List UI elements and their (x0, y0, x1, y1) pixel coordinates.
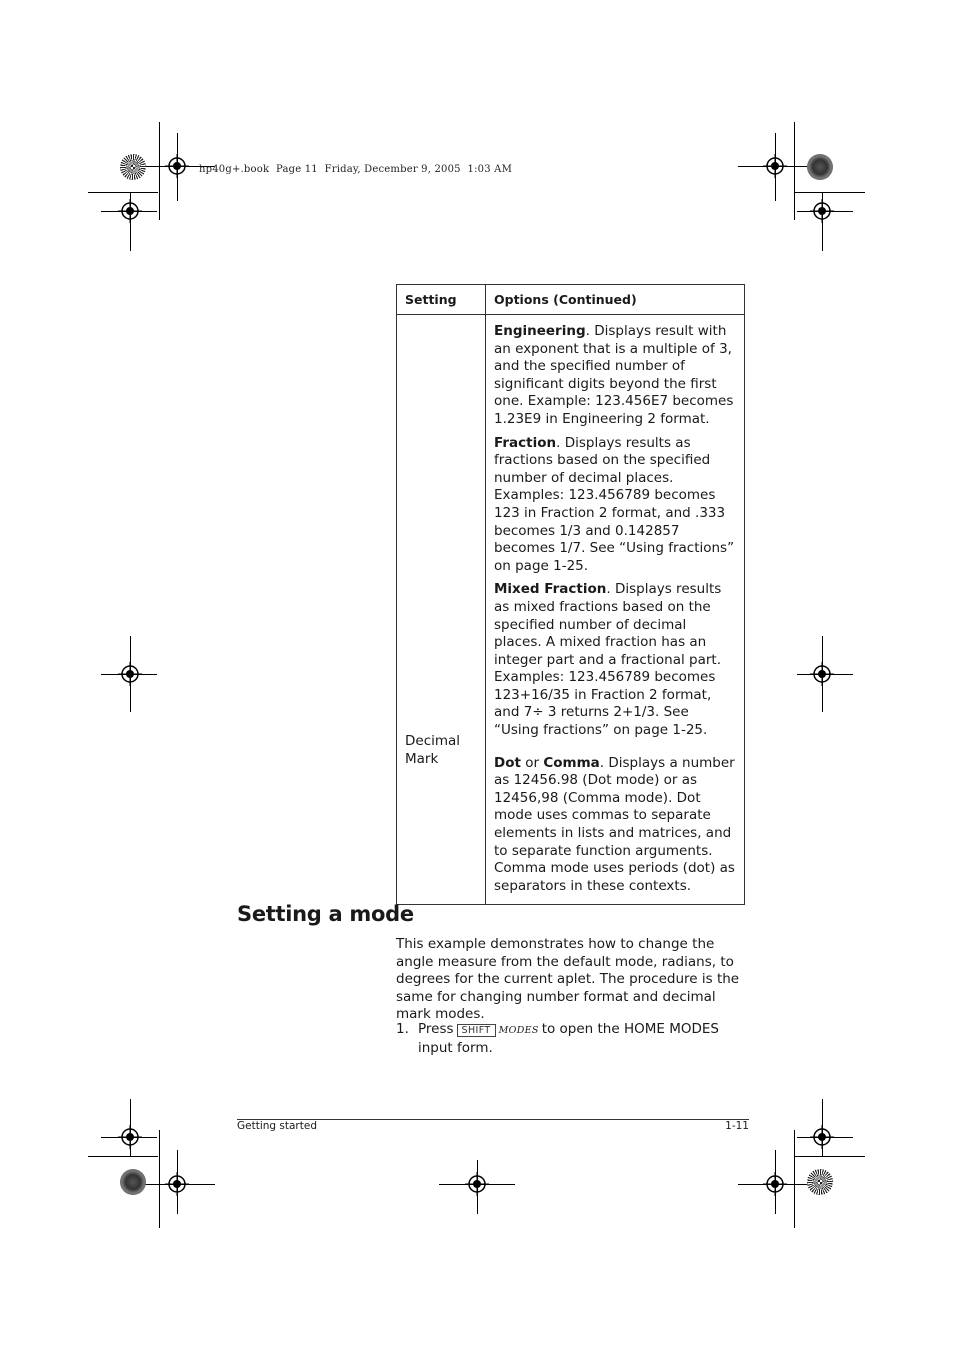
option-description: . Displays results as fractions based on the specified number of decimal places. Examples: 123.456789 becomes 123 in Fraction 2 format, and .333 becomes 1/3 and 0.142857 becomes 1/7. See “Using fractions” on page 1-25. (494, 434, 735, 574)
section-body: This example demonstrates how to change the angle measure from the default mode, radians, to degrees for the current aplet. The procedure is the same for changing number format and decimal mark modes. (396, 936, 740, 1023)
color-swatch-icon (120, 154, 146, 180)
column-header-setting: Setting (397, 285, 486, 315)
color-swatch-icon (807, 154, 833, 180)
shift-key-icon: SHIFT (457, 1024, 496, 1037)
footer-page-number: 1-11 (725, 1120, 749, 1132)
registration-mark-icon (165, 1172, 189, 1196)
modes-key-label: MODES (498, 1025, 539, 1036)
section-title: Setting a mode (237, 902, 414, 926)
option-term-dot: Dot (494, 754, 521, 771)
option-term: Fraction (494, 434, 557, 451)
registration-mark-icon (118, 199, 142, 223)
registration-mark-icon (763, 1172, 787, 1196)
option-term: Mixed Fraction (494, 581, 607, 598)
registration-mark-icon (810, 1125, 834, 1149)
registration-mark-icon (810, 199, 834, 223)
registration-mark-icon (810, 662, 834, 686)
color-swatch-icon (120, 1169, 146, 1195)
color-swatch-icon (807, 1169, 833, 1195)
table-header-row (397, 285, 745, 315)
step-press: Press (418, 1021, 454, 1037)
registration-mark-icon (465, 1172, 489, 1196)
options-table (396, 284, 745, 905)
option-or: or (520, 754, 544, 771)
registration-mark-icon (118, 1125, 142, 1149)
setting-cell (397, 315, 486, 905)
option-mixed-fraction (494, 581, 736, 739)
registration-mark-icon (165, 154, 189, 178)
table-row (397, 315, 745, 905)
registration-mark-icon (763, 154, 787, 178)
step-rest: to open the HOME MODES input form. (418, 1021, 719, 1056)
option-engineering (494, 323, 736, 429)
registration-mark-icon (118, 662, 142, 686)
footer-chapter: Getting started (237, 1120, 317, 1132)
option-fraction (494, 435, 736, 576)
step-number: 1. (396, 1021, 409, 1037)
step-text (418, 1021, 748, 1057)
options-cell (486, 315, 745, 905)
print-header: hp40g+.book Page 11 Friday, December 9, 2005 1:03 AM (199, 164, 513, 175)
option-decimal-mark (494, 755, 736, 896)
option-term-comma: Comma (543, 754, 600, 771)
column-header-options: Options (Continued) (486, 285, 745, 315)
option-term: Engineering (494, 323, 586, 339)
option-description: . Displays a number as 12456.98 (Dot mode) or as 12456,98 (Comma mode). Dot mode uses commas to separate elements in lists and matrices, and to separate function arguments. Comma mode uses periods (dot) as separators in these contexts. (494, 754, 735, 894)
option-description: . Displays results as mixed fractions based on the specified number of decimal places. A mixed fraction has an integer part and a fractional part. Examples: 123.456789 becomes 123+16/35 in Fraction 2 format, and 7÷ 3 returns 2+1/3. See “Using fractions” on page 1-25. (494, 581, 722, 739)
decimal-mark-label: Decimal Mark (405, 733, 461, 767)
option-description: . Displays result with an exponent that is a multiple of 3, and the specified number of significant digits beyond the first one. Example: 123.456E7 becomes 1.23E9 in Engineering 2 format. (494, 323, 734, 427)
